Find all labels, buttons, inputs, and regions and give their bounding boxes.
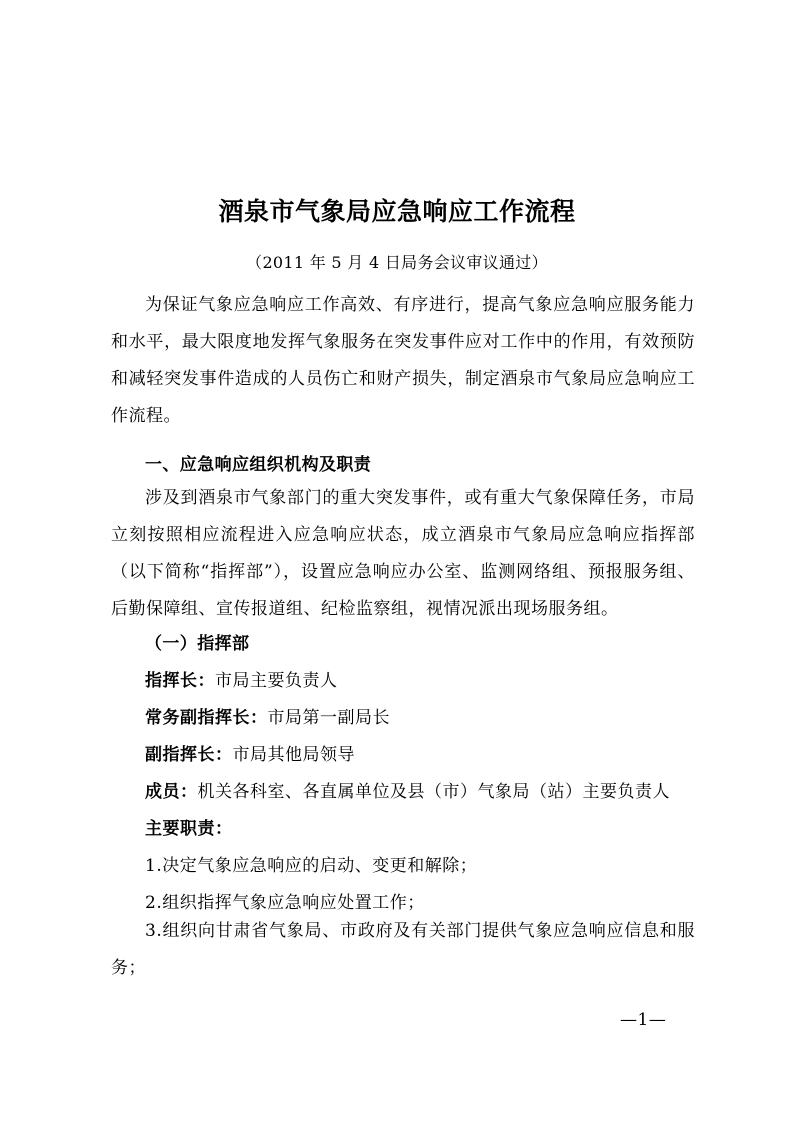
duties-line — [145, 814, 233, 839]
deputy-value: 市局其他局领导 — [232, 745, 355, 765]
deputy-label: 副指挥长： — [145, 745, 233, 765]
members-line — [145, 777, 670, 802]
section1-heading: 一、应急响应组织机构及职责 — [145, 455, 372, 475]
commander-label: 指挥长： — [145, 671, 215, 691]
exec-deputy-value: 市局第一副局长 — [267, 708, 390, 728]
page-number: —1— — [620, 1010, 667, 1030]
members-label: 成员： — [145, 782, 198, 802]
members-value: 机关各科室、各直属单位及县（市）气象局（站）主要负责人 — [197, 782, 670, 802]
subsection1-heading: （一）指挥部 — [145, 634, 250, 654]
commander-line — [145, 666, 338, 691]
duty-item-2: 2.组织指挥气象应急响应处置工作； — [145, 893, 425, 913]
page-subtitle: （2011 年 5 月 4 日局务会议审议通过） — [246, 253, 548, 272]
duties-label: 主要职责： — [145, 819, 233, 839]
exec-deputy-line — [145, 703, 390, 728]
deputy-line — [145, 740, 355, 765]
intro-paragraph: 为保证气象应急响应工作高效、有序进行，提高气象应急响应服务能力和水平，最大限度地发挥气象服务在突发事件应对工作中的作用，有效预防和减轻突发事件造成的人员伤亡和财产损失，制定酒泉市气象局应急响应工作流程。 — [111, 295, 695, 426]
duty-item-3: 3.组织向甘肃省气象局、市政府及有关部门提供气象应急响应信息和服务； — [111, 921, 695, 978]
section1-paragraph: 涉及到酒泉市气象部门的重大突发事件，或有重大气象保障任务，市局立刻按照相应流程进入应急响应状态，成立酒泉市气象局应急响应指挥部（以下简称“指挥部”），设置应急响应办公室、监测网络组、预报服务组、后勤保障组、宣传报道组、纪检监察组，视情况派出现场服务组。 — [111, 488, 695, 619]
exec-deputy-label: 常务副指挥长： — [145, 708, 268, 728]
duty-item-1: 1.决定气象应急响应的启动、变更和解除； — [145, 856, 478, 876]
page-title: 酒泉市气象局应急响应工作流程 — [218, 197, 576, 226]
commander-value: 市局主要负责人 — [215, 671, 338, 691]
